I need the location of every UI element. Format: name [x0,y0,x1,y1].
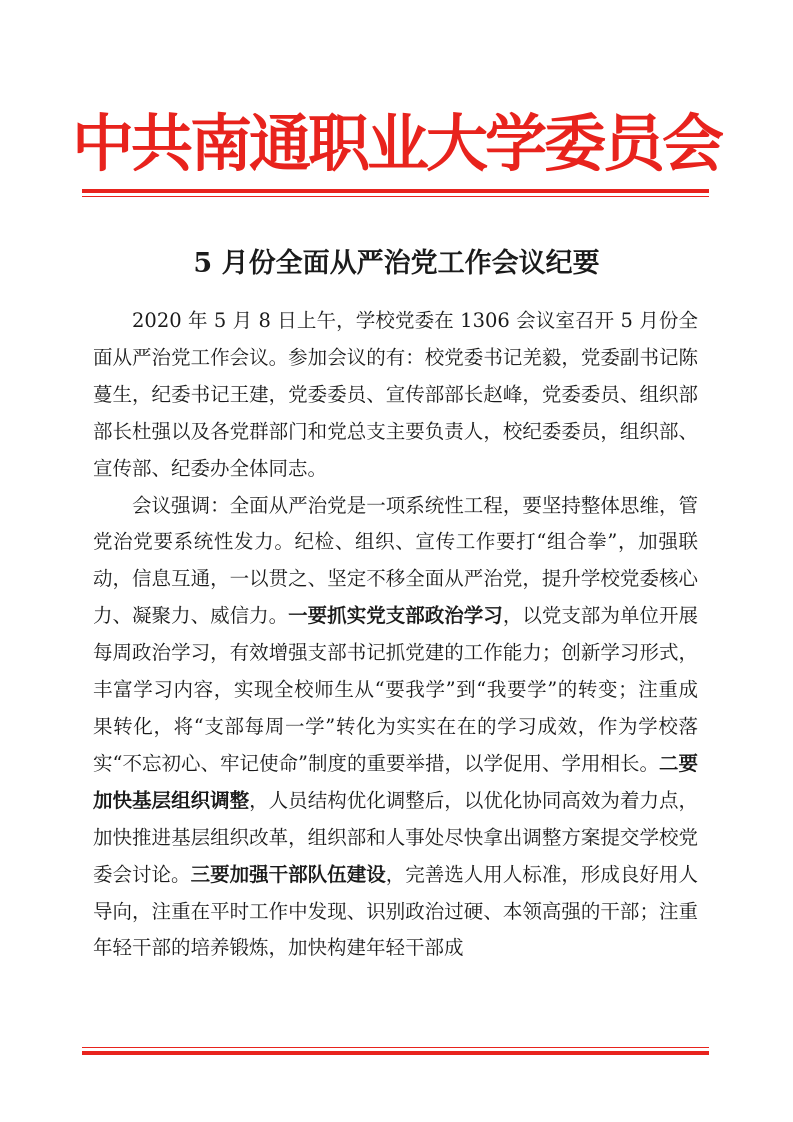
paragraph-text: ，人员结构优化调整后，以优化协同高效为着力点，加快推进基层组织改革，组织部和人事处尽快拿出调整方案提交学校党委会讨论。 [93,788,698,886]
paragraph-meeting-emphasis [93,488,698,968]
masthead-title: 中共南通职业大学委员会 [71,107,721,180]
header-thin-rule [82,196,709,197]
footer-thick-rule [82,1051,709,1055]
paragraph-text: ，完善选人用人标准，形成良好用人导向，注重在平时工作中发现、识别政治过硬、本领高强的干部；注重年轻干部的培养锻炼，加快构建年轻干部成 [93,862,698,960]
document-title: 5 月份全面从严治党工作会议纪要 [193,248,600,279]
document-body [93,303,698,967]
header-thick-rule [82,189,709,193]
paragraph-meeting-info: 2020 年 5 月 8 日上午，学校党委在 1306 会议室召开 5 月份全面从严治党工作会议。参加会议的有：校党委书记羌毅，党委副书记陈蔓生，纪委书记王建，党委委员、宣传部部长赵峰，党委委员、组织部部长杜强以及各党群部门和党总支主要负责人，校纪委委员，组织部、宣传部、纪委办全体同志。 [93,309,698,480]
key-point-heading: 三要加强干部队伍建设 [190,862,386,886]
paragraph-text: ，以党支部为单位开展每周政治学习，有效增强支部书记抓党建的工作能力；创新学习形式，丰富学习内容，实现全校师生从“要我学”到“我要学”的转变；注重成果转化，将“支部每周一学”转化为实实在在的学习成效，作为学校落实“不忘初心、牢记使命”制度的重要举措，以学促用、学用相长。 [93,604,698,775]
key-point-heading: 一要抓实党支部政治学习 [288,604,503,628]
key-point-heading: 二要加快基层组织调整 [93,751,698,812]
footer-thin-rule [82,1047,709,1048]
paragraph-text: 会议强调：全面从严治党是一项系统性工程，要坚持整体思维，管党治党要系统性发力。纪检、组织、宣传工作要打“组合拳”，加强联动，信息互通，一以贯之、坚定不移全面从严治党，提升学校党委核心力、凝聚力、威信力。 [93,493,698,628]
